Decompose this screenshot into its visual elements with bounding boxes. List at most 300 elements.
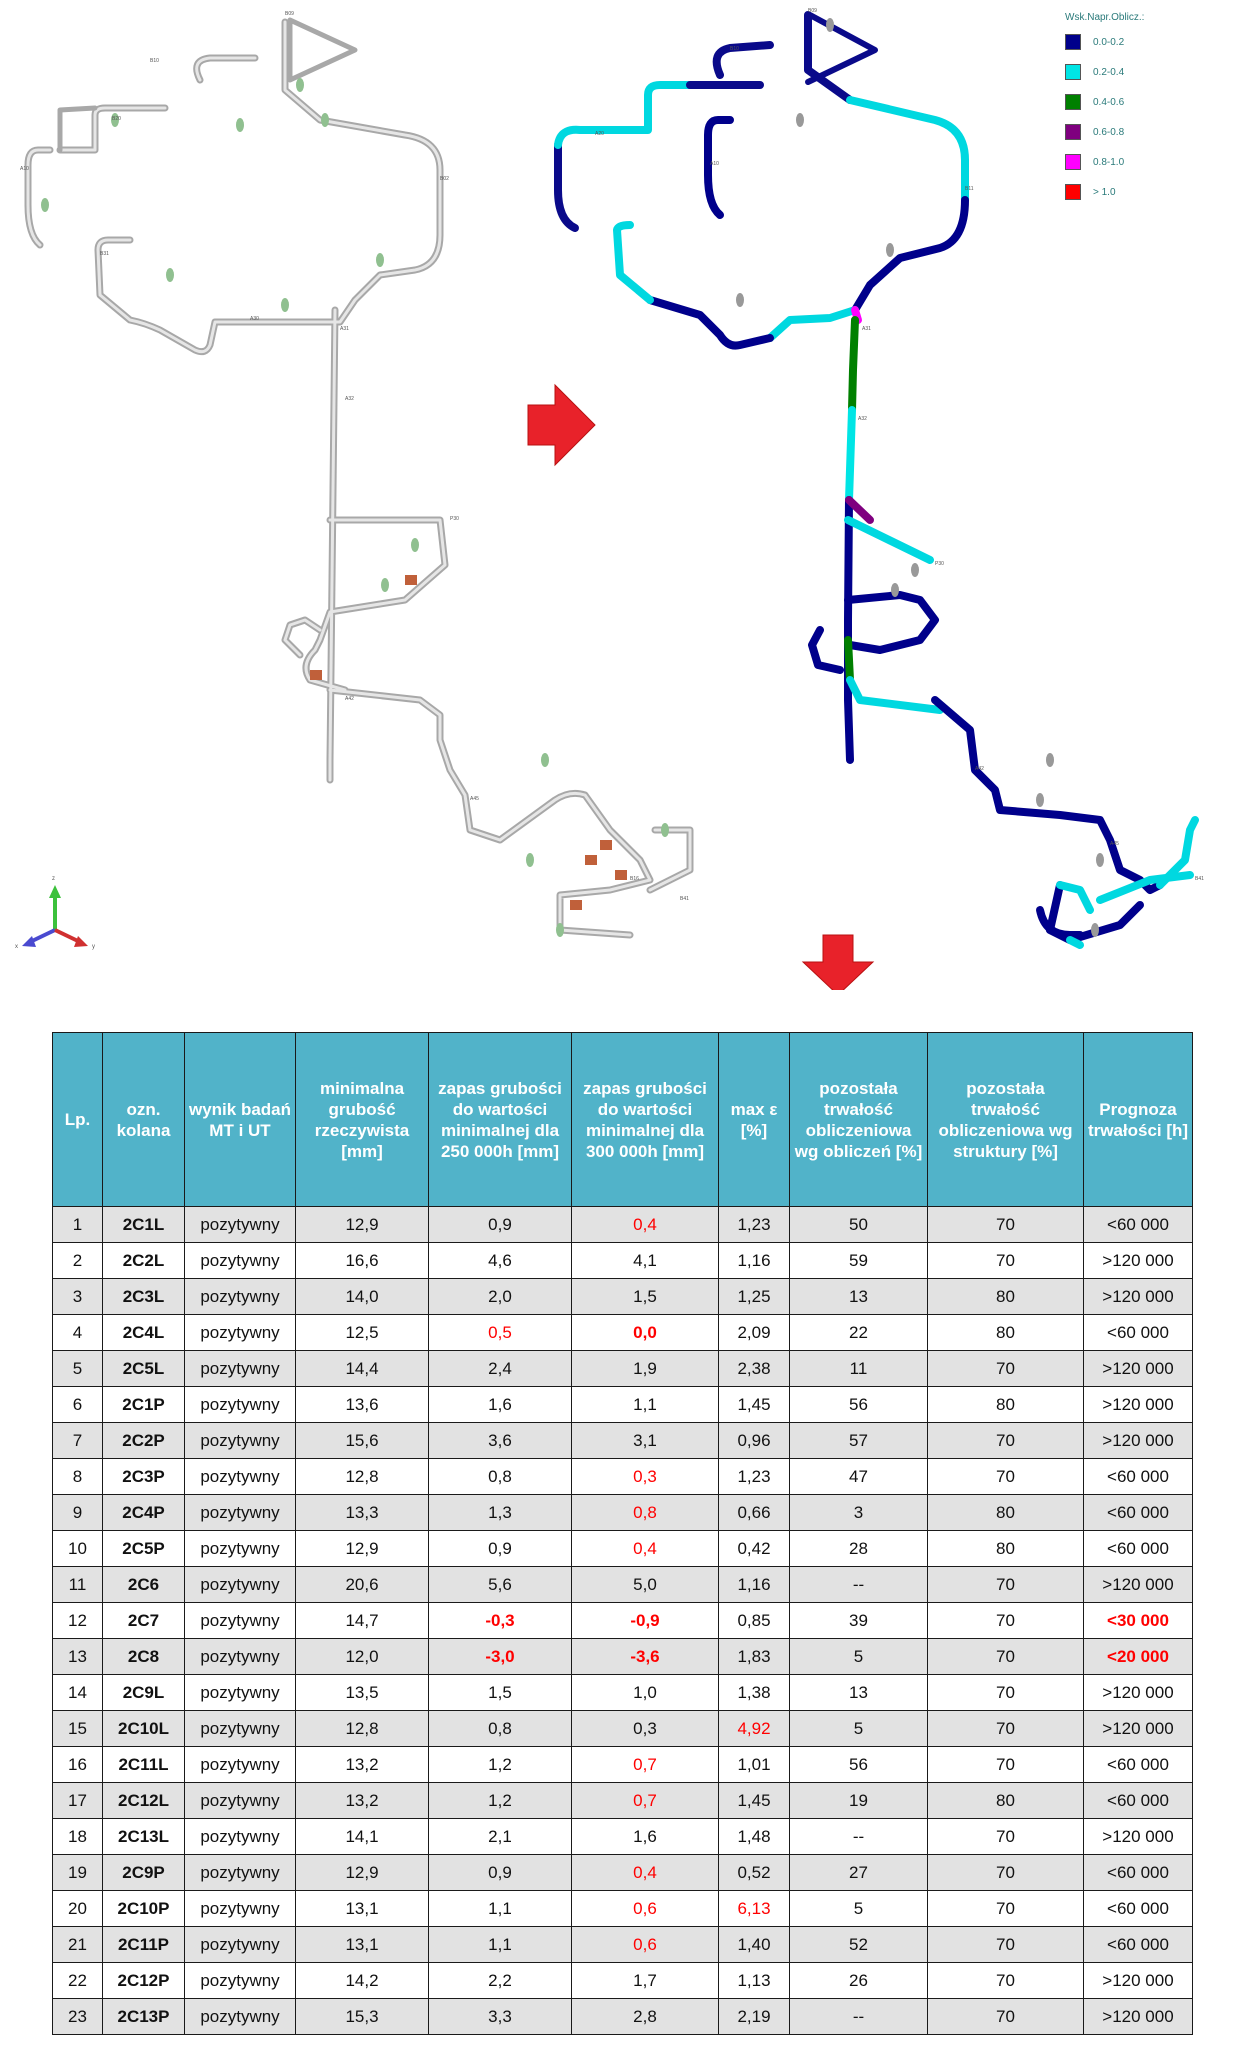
table-row [53,1243,1193,1279]
cell-test-result: pozytywny [185,1423,296,1459]
legend-swatch [1065,94,1081,110]
cell-max-strain: 1,45 [719,1387,790,1423]
legend-swatch [1065,64,1081,80]
cell-forecast: <60 000 [1084,1927,1193,1963]
cell-code: 2C5P [103,1531,185,1567]
cell-life-calc: 13 [790,1675,928,1711]
cell-code: 2C13P [103,1999,185,2035]
table-row [53,1423,1193,1459]
cell-margin-250k: 3,6 [429,1423,572,1459]
cell-life-structure: 70 [928,1567,1084,1603]
cell-lp: 23 [53,1999,103,2035]
cell-life-calc: 26 [790,1963,928,1999]
cell-margin-300k: 0,3 [572,1711,719,1747]
cell-forecast: >120 000 [1084,1351,1193,1387]
axis-triad-icon [15,876,95,950]
cell-forecast: <20 000 [1084,1639,1193,1675]
table-row [53,1567,1193,1603]
cell-margin-300k: 4,1 [572,1243,719,1279]
cell-life-calc: 47 [790,1459,928,1495]
table-row [53,1747,1193,1783]
svg-text:B09: B09 [808,8,817,14]
header-forecast: Prognoza trwałości [h] [1084,1033,1193,1207]
cell-test-result: pozytywny [185,1891,296,1927]
cell-test-result: pozytywny [185,1243,296,1279]
cell-life-structure: 70 [928,1999,1084,2035]
cell-min-thickness: 14,0 [296,1279,429,1315]
header-min-thickness: minimalna grubość rzeczywista [mm] [296,1033,429,1207]
cell-forecast: <60 000 [1084,1891,1193,1927]
node-labels-gray [20,11,689,902]
cell-lp: 14 [53,1675,103,1711]
cell-lp: 11 [53,1567,103,1603]
cell-min-thickness: 12,9 [296,1531,429,1567]
cell-life-calc: 22 [790,1315,928,1351]
cell-min-thickness: 13,1 [296,1927,429,1963]
support-markers-gray [41,78,669,937]
arrow-down-icon [803,935,873,990]
cell-margin-250k: -3,0 [429,1639,572,1675]
cell-forecast: >120 000 [1084,1999,1193,2035]
cell-code: 2C2L [103,1243,185,1279]
cell-test-result: pozytywny [185,1855,296,1891]
svg-text:A10: A10 [20,166,29,172]
legend-label: 0.6-0.8 [1093,126,1125,138]
legend-swatch [1065,124,1081,140]
cell-forecast: <60 000 [1084,1855,1193,1891]
cell-life-structure: 70 [928,1639,1084,1675]
cell-max-strain: 0,52 [719,1855,790,1891]
cell-life-structure: 70 [928,1819,1084,1855]
cell-test-result: pozytywny [185,1675,296,1711]
cell-margin-300k: 0,7 [572,1783,719,1819]
header-life-calc: pozostała trwałość obliczeniowa wg obliczeń [%] [790,1033,928,1207]
cell-life-calc: 5 [790,1711,928,1747]
cell-margin-250k: 1,1 [429,1891,572,1927]
cell-margin-250k: 1,2 [429,1747,572,1783]
cell-test-result: pozytywny [185,1315,296,1351]
legend-label: 0.4-0.6 [1093,96,1125,108]
support-markers-colored [736,18,1104,937]
legend-item [1065,121,1235,143]
cell-forecast: >120 000 [1084,1567,1193,1603]
cell-life-calc: 3 [790,1495,928,1531]
cell-min-thickness: 12,8 [296,1459,429,1495]
table-row [53,1495,1193,1531]
cell-lp: 9 [53,1495,103,1531]
cell-code: 2C6 [103,1567,185,1603]
cell-max-strain: 2,19 [719,1999,790,2035]
cell-forecast: >120 000 [1084,1387,1193,1423]
cell-code: 2C1L [103,1207,185,1243]
svg-text:A32: A32 [345,396,354,402]
valve-markers-gray [310,575,627,910]
cell-forecast: <60 000 [1084,1207,1193,1243]
cell-max-strain: 0,42 [719,1531,790,1567]
cell-test-result: pozytywny [185,1999,296,2035]
svg-text:B31: B31 [100,251,109,257]
svg-text:B11: B11 [965,186,974,192]
cell-lp: 4 [53,1315,103,1351]
cell-test-result: pozytywny [185,1567,296,1603]
cell-forecast: <60 000 [1084,1459,1193,1495]
cell-life-structure: 80 [928,1495,1084,1531]
cell-margin-300k: 3,1 [572,1423,719,1459]
cell-test-result: pozytywny [185,1531,296,1567]
cell-code: 2C2P [103,1423,185,1459]
table-row [53,1387,1193,1423]
cell-margin-300k: 1,1 [572,1387,719,1423]
cell-life-structure: 70 [928,1855,1084,1891]
cell-lp: 10 [53,1531,103,1567]
cell-code: 2C10P [103,1891,185,1927]
cell-forecast: <60 000 [1084,1747,1193,1783]
cell-min-thickness: 13,5 [296,1675,429,1711]
cell-min-thickness: 15,6 [296,1423,429,1459]
cell-margin-250k: 2,4 [429,1351,572,1387]
cell-life-structure: 80 [928,1279,1084,1315]
legend-swatch [1065,34,1081,50]
cell-margin-250k: 3,3 [429,1999,572,2035]
table-row [53,1639,1193,1675]
cell-margin-300k: 0,4 [572,1207,719,1243]
table-row [53,1711,1193,1747]
table-row [53,1315,1193,1351]
legend-title: Wsk.Napr.Oblicz.: [1065,12,1145,23]
cell-lp: 5 [53,1351,103,1387]
cell-min-thickness: 20,6 [296,1567,429,1603]
cell-code: 2C4L [103,1315,185,1351]
cell-test-result: pozytywny [185,1495,296,1531]
cell-test-result: pozytywny [185,1711,296,1747]
table-row [53,1927,1193,1963]
cell-lp: 16 [53,1747,103,1783]
cell-life-calc: -- [790,1999,928,2035]
cell-code: 2C10L [103,1711,185,1747]
cell-max-strain: 1,16 [719,1243,790,1279]
cell-code: 2C13L [103,1819,185,1855]
stress-legend [1065,12,1235,211]
cell-min-thickness: 16,6 [296,1243,429,1279]
cell-lp: 2 [53,1243,103,1279]
cell-lp: 15 [53,1711,103,1747]
cell-code: 2C1P [103,1387,185,1423]
cell-max-strain: 0,96 [719,1423,790,1459]
cell-lp: 18 [53,1819,103,1855]
cell-max-strain: 1,01 [719,1747,790,1783]
cell-margin-300k: -3,6 [572,1639,719,1675]
cell-test-result: pozytywny [185,1279,296,1315]
cell-max-strain: 1,48 [719,1819,790,1855]
cell-margin-300k: 0,0 [572,1315,719,1351]
table-row [53,1531,1193,1567]
svg-text:A42: A42 [975,766,984,772]
cell-max-strain: 1,23 [719,1207,790,1243]
legend-label: 0.8-1.0 [1093,156,1125,168]
cell-margin-300k: 1,0 [572,1675,719,1711]
cell-test-result: pozytywny [185,1387,296,1423]
cell-forecast: >120 000 [1084,1711,1193,1747]
cell-margin-250k: 0,9 [429,1855,572,1891]
legend-label: 0.0-0.2 [1093,36,1125,48]
cell-max-strain: 1,40 [719,1927,790,1963]
cell-margin-250k: 0,9 [429,1531,572,1567]
cell-forecast: >120 000 [1084,1279,1193,1315]
cell-code: 2C11L [103,1747,185,1783]
cell-test-result: pozytywny [185,1603,296,1639]
cell-life-calc: 56 [790,1387,928,1423]
cell-test-result: pozytywny [185,1459,296,1495]
elbow-results-table [52,1032,1193,2035]
cell-life-structure: 70 [928,1963,1084,1999]
cell-margin-250k: 2,2 [429,1963,572,1999]
cell-min-thickness: 13,6 [296,1387,429,1423]
legend-swatch [1065,184,1081,200]
cell-forecast: <60 000 [1084,1783,1193,1819]
cell-life-calc: 39 [790,1603,928,1639]
cell-life-calc: 5 [790,1891,928,1927]
cell-margin-300k: 0,4 [572,1531,719,1567]
cell-life-structure: 70 [928,1243,1084,1279]
header-max-strain: max ε [%] [719,1033,790,1207]
legend-items [1065,31,1235,203]
cell-life-calc: 27 [790,1855,928,1891]
cell-life-calc: 28 [790,1531,928,1567]
cell-test-result: pozytywny [185,1819,296,1855]
svg-text:A45: A45 [470,796,479,802]
cell-margin-300k: 0,6 [572,1927,719,1963]
cell-min-thickness: 13,2 [296,1783,429,1819]
cell-max-strain: 0,85 [719,1603,790,1639]
cell-max-strain: 1,13 [719,1963,790,1999]
svg-text:x: x [15,944,18,950]
cell-life-structure: 70 [928,1927,1084,1963]
table-row [53,1279,1193,1315]
cell-margin-250k: 5,6 [429,1567,572,1603]
table-body [53,1207,1193,2035]
svg-text:A20: A20 [595,131,604,137]
table-row [53,1783,1193,1819]
svg-text:A31: A31 [340,326,349,332]
cell-code: 2C9P [103,1855,185,1891]
svg-text:B41: B41 [1195,876,1204,882]
svg-text:A31: A31 [862,326,871,332]
cell-test-result: pozytywny [185,1747,296,1783]
svg-text:B41: B41 [680,896,689,902]
cell-min-thickness: 14,4 [296,1351,429,1387]
cell-max-strain: 1,23 [719,1459,790,1495]
pipeline-model-gray [20,11,690,937]
cell-forecast: <60 000 [1084,1495,1193,1531]
cell-life-structure: 80 [928,1387,1084,1423]
cell-life-calc: 57 [790,1423,928,1459]
cell-code: 2C9L [103,1675,185,1711]
cell-margin-300k: 0,7 [572,1747,719,1783]
cell-lp: 8 [53,1459,103,1495]
legend-label: 0.2-0.4 [1093,66,1125,78]
cell-lp: 3 [53,1279,103,1315]
cell-lp: 1 [53,1207,103,1243]
cell-life-calc: -- [790,1819,928,1855]
legend-item [1065,31,1235,53]
cell-max-strain: 2,38 [719,1351,790,1387]
table-row [53,1891,1193,1927]
svg-text:A30: A30 [250,316,259,322]
cell-margin-250k: 0,8 [429,1711,572,1747]
cell-life-structure: 70 [928,1351,1084,1387]
cell-margin-250k: 1,3 [429,1495,572,1531]
cell-life-structure: 80 [928,1315,1084,1351]
cell-margin-300k: 1,9 [572,1351,719,1387]
cell-min-thickness: 12,0 [296,1639,429,1675]
svg-text:B10: B10 [730,46,739,52]
cell-margin-300k: 0,8 [572,1495,719,1531]
legend-label: > 1.0 [1093,186,1116,198]
cell-min-thickness: 15,3 [296,1999,429,2035]
header-code: ozn. kolana [103,1033,185,1207]
table-row [53,1675,1193,1711]
cell-life-structure: 70 [928,1207,1084,1243]
cell-lp: 19 [53,1855,103,1891]
cell-max-strain: 1,16 [719,1567,790,1603]
cell-test-result: pozytywny [185,1639,296,1675]
table-row [53,1351,1193,1387]
cell-min-thickness: 14,7 [296,1603,429,1639]
header-life-structure: pozostała trwałość obliczeniowa wg struktury [%] [928,1033,1084,1207]
svg-text:y: y [92,944,95,950]
table-row [53,1819,1193,1855]
cell-code: 2C3L [103,1279,185,1315]
header-test-result: wynik badań MT i UT [185,1033,296,1207]
svg-text:A32: A32 [858,416,867,422]
svg-text:B20: B20 [112,116,121,122]
cell-margin-250k: 0,8 [429,1459,572,1495]
cell-margin-300k: -0,9 [572,1603,719,1639]
svg-text:z: z [52,876,55,882]
cell-max-strain: 4,92 [719,1711,790,1747]
svg-text:P30: P30 [935,561,944,567]
cell-min-thickness: 14,1 [296,1819,429,1855]
cell-code: 2C4P [103,1495,185,1531]
cell-min-thickness: 14,2 [296,1963,429,1999]
legend-item [1065,61,1235,83]
cell-max-strain: 1,38 [719,1675,790,1711]
svg-text:P30: P30 [450,516,459,522]
table-row [53,1603,1193,1639]
cell-max-strain: 1,45 [719,1783,790,1819]
cell-margin-250k: 0,9 [429,1207,572,1243]
cell-margin-250k: 0,5 [429,1315,572,1351]
cell-margin-300k: 1,6 [572,1819,719,1855]
svg-text:B10: B10 [150,58,159,64]
table-row [53,1963,1193,1999]
cell-margin-250k: 1,1 [429,1927,572,1963]
cell-lp: 7 [53,1423,103,1459]
cell-margin-250k: -0,3 [429,1603,572,1639]
cell-margin-250k: 1,2 [429,1783,572,1819]
cell-life-structure: 70 [928,1711,1084,1747]
header-lp: Lp. [53,1033,103,1207]
cell-margin-300k: 0,3 [572,1459,719,1495]
cell-code: 2C11P [103,1927,185,1963]
cell-forecast: >120 000 [1084,1819,1193,1855]
cell-lp: 20 [53,1891,103,1927]
table-row [53,1459,1193,1495]
cell-margin-250k: 2,1 [429,1819,572,1855]
cell-lp: 17 [53,1783,103,1819]
header-margin-250k: zapas grubości do wartości minimalnej dla 250 000h [mm] [429,1033,572,1207]
cell-margin-250k: 1,6 [429,1387,572,1423]
svg-text:B09: B09 [285,11,294,17]
cell-margin-300k: 5,0 [572,1567,719,1603]
cell-life-structure: 70 [928,1747,1084,1783]
cell-life-structure: 70 [928,1891,1084,1927]
svg-text:A45: A45 [1110,841,1119,847]
cell-min-thickness: 12,5 [296,1315,429,1351]
cell-margin-250k: 2,0 [429,1279,572,1315]
cell-margin-250k: 1,5 [429,1675,572,1711]
cell-lp: 22 [53,1963,103,1999]
cell-life-calc: 5 [790,1639,928,1675]
cell-test-result: pozytywny [185,1927,296,1963]
cell-margin-250k: 4,6 [429,1243,572,1279]
cell-life-calc: 52 [790,1927,928,1963]
legend-item [1065,91,1235,113]
cell-life-calc: 19 [790,1783,928,1819]
cell-margin-300k: 1,5 [572,1279,719,1315]
table-header-row [53,1033,1193,1207]
legend-swatch [1065,154,1081,170]
cell-forecast: <60 000 [1084,1531,1193,1567]
cell-life-structure: 70 [928,1423,1084,1459]
cell-forecast: >120 000 [1084,1963,1193,1999]
cell-test-result: pozytywny [185,1783,296,1819]
cell-max-strain: 1,25 [719,1279,790,1315]
cell-life-calc: 56 [790,1747,928,1783]
cell-code: 2C5L [103,1351,185,1387]
cell-forecast: >120 000 [1084,1243,1193,1279]
cell-code: 2C7 [103,1603,185,1639]
cell-forecast: <60 000 [1084,1315,1193,1351]
cell-max-strain: 2,09 [719,1315,790,1351]
cell-life-structure: 70 [928,1603,1084,1639]
svg-text:B02: B02 [440,176,449,182]
table-row [53,1999,1193,2035]
header-margin-300k: zapas grubości do wartości minimalnej dla 300 000h [mm] [572,1033,719,1207]
cell-min-thickness: 12,9 [296,1855,429,1891]
cell-margin-300k: 1,7 [572,1963,719,1999]
svg-text:A42: A42 [345,696,354,702]
cell-lp: 12 [53,1603,103,1639]
cell-min-thickness: 13,3 [296,1495,429,1531]
table-row [53,1855,1193,1891]
cell-min-thickness: 13,1 [296,1891,429,1927]
cell-test-result: pozytywny [185,1351,296,1387]
cell-life-calc: 59 [790,1243,928,1279]
cell-margin-300k: 0,6 [572,1891,719,1927]
svg-text:A10: A10 [710,161,719,167]
cell-life-calc: 13 [790,1279,928,1315]
cell-life-structure: 70 [928,1675,1084,1711]
cell-code: 2C12P [103,1963,185,1999]
cell-life-structure: 70 [928,1459,1084,1495]
cell-life-structure: 80 [928,1531,1084,1567]
cell-min-thickness: 12,9 [296,1207,429,1243]
arrow-right-icon [528,385,595,465]
cell-max-strain: 6,13 [719,1891,790,1927]
legend-item [1065,181,1235,203]
cell-lp: 21 [53,1927,103,1963]
